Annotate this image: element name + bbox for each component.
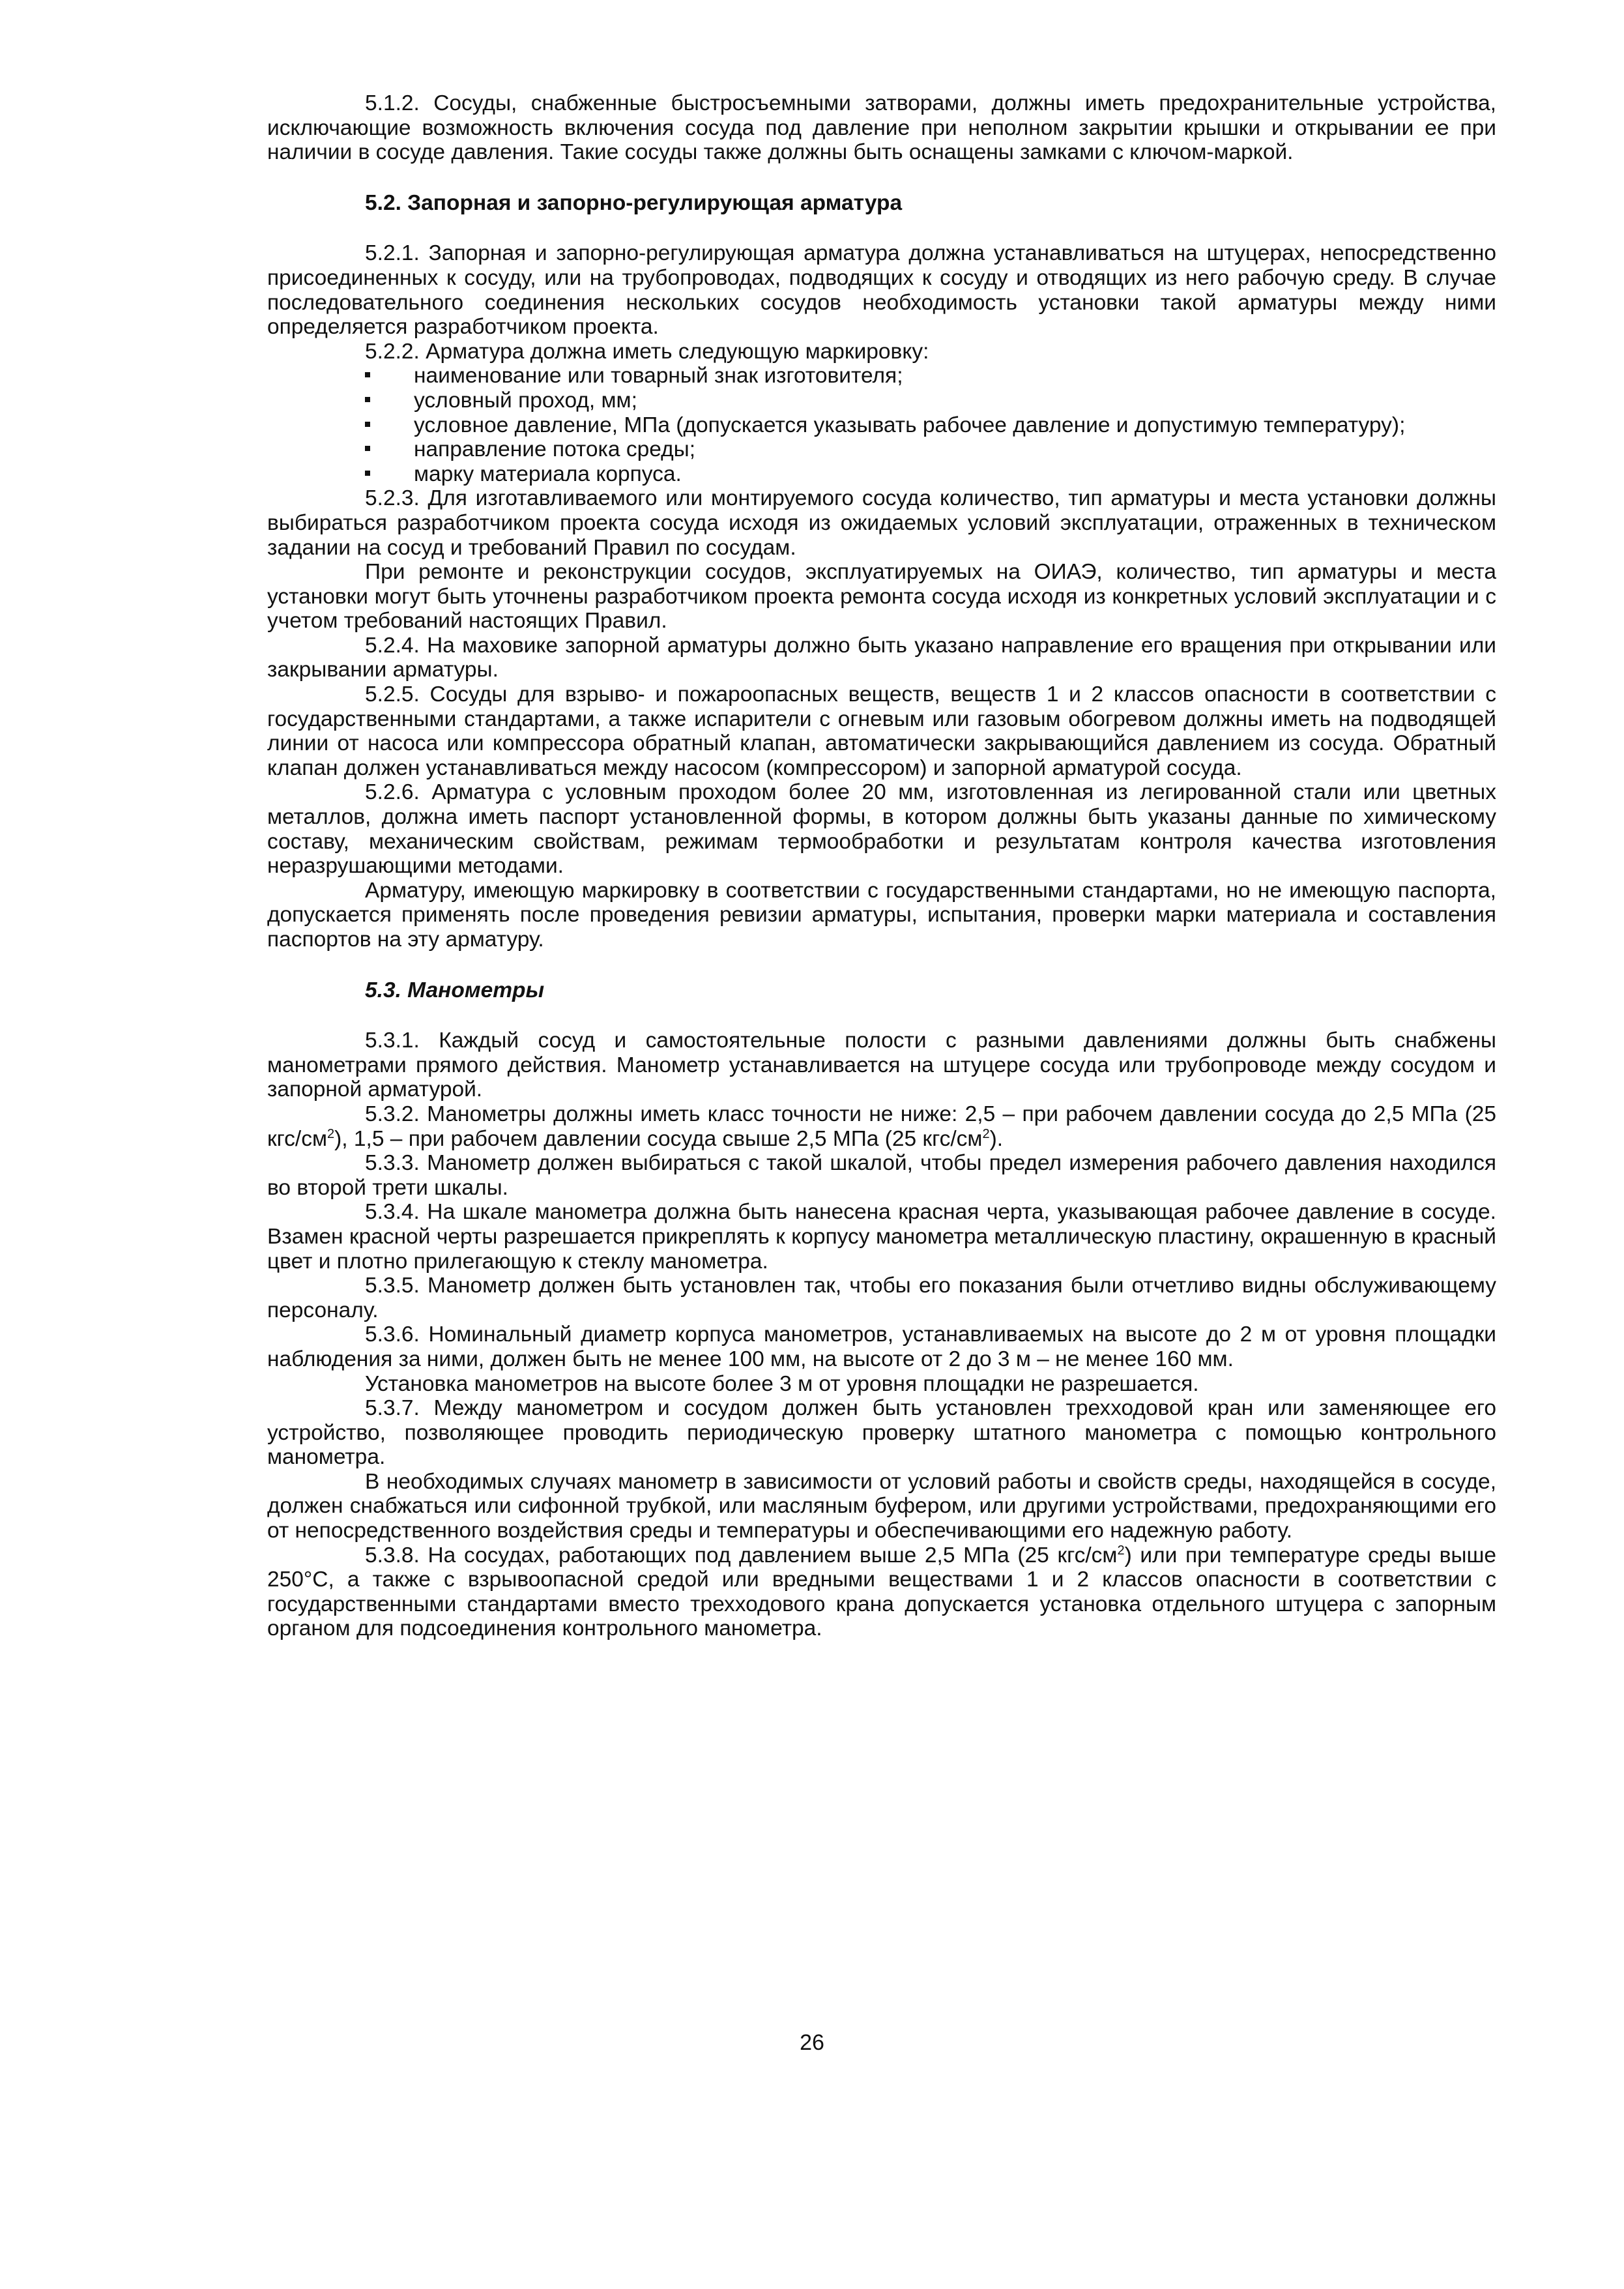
paragraph-5-3-6-height: Установка манометров на высоте более 3 м от уровня площадки не разрешается. [365,1371,1199,1396]
bullet-icon [365,422,370,427]
list-item [267,413,1496,438]
paragraph-5-1-2: 5.1.2. Сосуды, снабженные быстросъемными затворами, должны иметь предохранительные устройства, исключающие возможность включения сосуда под давление при неполном закрытии крышки и открывании ее при наличии в сосуде давления. Такие сосуды также должны быть оснащены замками с ключом-маркой. [267,91,1496,165]
bullet-icon [365,372,370,377]
paragraph-5-3-7-siphon: В необходимых случаях манометр в зависимости от условий работы и свойств среды, находящейся в сосуде, должен снабжаться или сифонной трубкой, или масляным буфером, или другими устройствами, предохраняющими его от непосредственного воздействия среды и температуры и обеспечивающими его надежную работу. [267,1469,1496,1543]
page-number: 26 [800,2030,824,2055]
list-item-text: марку материала корпуса. [414,461,682,486]
spacer [267,165,1496,191]
paragraph-5-3-3: 5.3.3. Манометр должен выбираться с такой шкалой, чтобы предел измерения рабочего давления находился во второй трети шкалы. [267,1151,1496,1200]
paragraph-5-3-1: 5.3.1. Каждый сосуд и самостоятельные полости с разными давлениями должны быть снабжены манометрами прямого действия. Манометр устанавливается на штуцере сосуда или трубопроводе между сосудом и запорной арматурой. [267,1028,1496,1102]
list-item [267,364,1496,388]
paragraph-5-3-7: 5.3.7. Между манометром и сосудом должен быть установлен трехходовой кран или заменяющее его устройство, позволяющее проводить периодическую проверку штатного манометра с помощью контрольного манометра. [267,1396,1496,1470]
bullet-icon [365,446,370,451]
paragraph-5-3-8 [267,1543,1496,1641]
list-item-text: наименование или товарный знак изготовителя; [414,364,903,388]
paragraph-5-3-2 [267,1102,1496,1151]
paragraph-5-2-1: 5.2.1. Запорная и запорно-регулирующая арматура должна устанавливаться на штуцерах, непосредственно присоединенных к сосуду, или на трубопроводах, подводящих к сосуду и отводящих из него рабочую среду. В случае последовательного соединения нескольких сосудов необходимость установки такой арматуры между ними определяется разработчиком проекта. [267,241,1496,340]
spacer [267,1002,1496,1028]
bullet-icon [365,397,370,402]
superscript: 2 [1117,1543,1125,1558]
document-page [267,91,1496,1641]
paragraph-5-2-6: 5.2.6. Арматура с условным проходом более 20 мм, изготовленная из легированной стали или цветных металлов, должна иметь паспорт установленной формы, в котором должны быть указаны данные по химическому составу, механическим свойствам, режимам термообработки и результатам контроля качества изготовления неразрушающими методами. [267,780,1496,879]
spacer [267,215,1496,241]
spacer [267,952,1496,978]
text-run: ), 1,5 – при рабочем давлении сосуда свыше 2,5 МПа (25 кгс/см [334,1126,983,1151]
superscript: 2 [982,1126,990,1141]
paragraph-5-2-3: 5.2.3. Для изготавливаемого или монтируемого сосуда количество, тип арматуры и места установки должны выбираться разработчиком проекта сосуда исходя из ожидаемых условий эксплуатации, отраженных в техническом задании на сосуд и требований Правил по сосудам. [267,486,1496,560]
list-item-text: условное давление, МПа (допускается указывать рабочее давление и допустимую температуру); [414,413,1406,437]
list-item [267,462,1496,487]
paragraph-5-2-6-passport: Арматуру, имеющую маркировку в соответствии с государственными стандартами, но не имеющую паспорта, допускается применять после проведения ревизии арматуры, испытания, проверки марки материала и составления паспортов на эту арматуру. [267,878,1496,952]
list-item [267,437,1496,462]
paragraph-5-2-4: 5.2.4. На маховике запорной арматуры должно быть указано направление его вращения при открывании или закрывании арматуры. [267,633,1496,682]
text-run: 5.3.8. На сосудах, работающих под давлением выше 2,5 МПа (25 кгс/см [365,1543,1118,1567]
paragraph-5-3-6: 5.3.6. Номинальный диаметр корпуса манометров, устанавливаемых на высоте до 2 м от уровня площадки наблюдения за ними, должен быть не менее 100 мм, на высоте от 2 до 3 м – не менее 160 мм. [267,1322,1496,1371]
paragraph-5-2-3-repair: При ремонте и реконструкции сосудов, эксплуатируемых на ОИАЭ, количество, тип арматуры и места установки могут быть уточнены разработчиком проекта ремонта сосуда исходя из конкретных условий эксплуатации и с учетом требований настоящих Правил. [267,560,1496,634]
list-item [267,388,1496,413]
text-run: 5.3.2. Манометры должны иметь класс точности не ниже: 2,5 – при рабочем давлении сосуда до 2,5 МПа (25 кгс/см [267,1101,1496,1151]
bullet-icon [365,471,370,476]
paragraph-5-3-4: 5.3.4. На шкале манометра должна быть нанесена красная черта, указывающая рабочее давление в сосуде. Взамен красной черты разрешается прикреплять к корпусу манометра металлическую пластину, окрашенную в красный цвет и плотно прилегающую к стеклу манометра. [267,1200,1496,1274]
paragraph-5-2-2: 5.2.2. Арматура должна иметь следующую маркировку: [365,339,929,364]
marking-list [267,364,1496,486]
section-heading-5-2: 5.2. Запорная и запорно-регулирующая арматура [365,190,903,215]
list-item-text: условный проход, мм; [414,388,637,413]
text-run: ). [989,1126,1004,1151]
paragraph-5-3-5: 5.3.5. Манометр должен быть установлен так, чтобы его показания были отчетливо видны обслуживающему персоналу. [267,1274,1496,1322]
text-run: ) или при температуре среды выше 250°С, а также с взрывоопасной средой или вредными веществами 1 и 2 классов опасности в соответствии с государственными стандартами вместо трехходового крана допускается установка отдельного штуцера с запорным органом для подсоединения контрольного манометра. [267,1543,1496,1641]
paragraph-5-2-5: 5.2.5. Сосуды для взрыво- и пожароопасных веществ, веществ 1 и 2 классов опасности в соответствии с государственными стандартами, а также испарители с огневым или газовым обогревом должны иметь на подводящей линии от насоса или компрессора обратный клапан, автоматически закрывающийся давлением из сосуда. Обратный клапан должен устанавливаться между насосом (компрессором) и запорной арматурой сосуда. [267,682,1496,780]
list-item-text: направление потока среды; [414,437,696,462]
section-heading-5-3: 5.3. Манометры [365,978,545,1002]
superscript: 2 [326,1126,335,1141]
